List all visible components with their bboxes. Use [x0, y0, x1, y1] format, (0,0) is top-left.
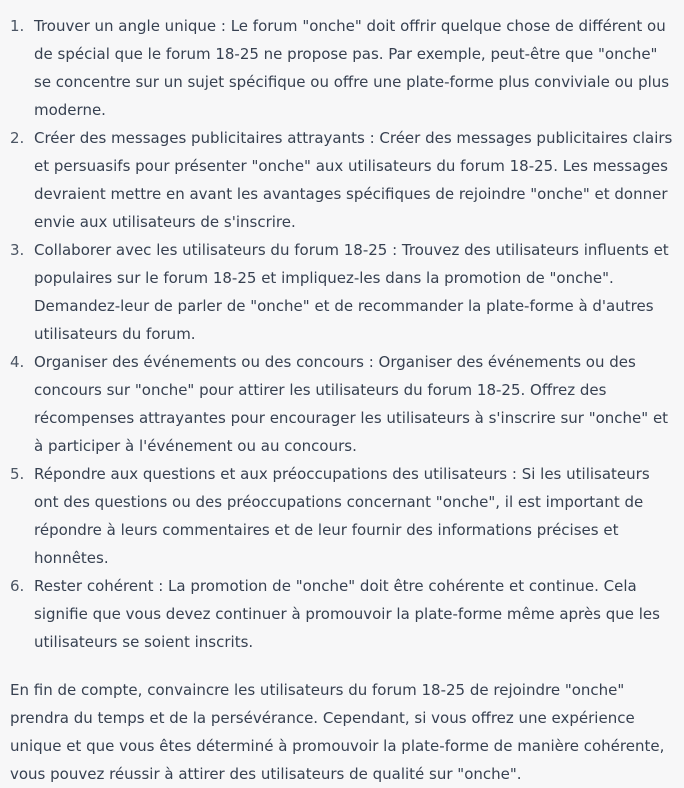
conclusion-paragraph: En fin de compte, convaincre les utilisateurs du forum 18-25 de rejoindre "onche" prendra du temps et de la persévérance. Cependant, si vous offrez une expérience unique et que vous êtes déterminé à promouvoir la plate-forme de manière cohérente, vous pouvez réussir à attirer des utilisateurs de qualité sur "onche". [10, 681, 665, 783]
list-item [10, 348, 674, 460]
list-item [10, 460, 674, 572]
tips-list [10, 12, 674, 656]
list-item-text: Créer des messages publicitaires attrayants : Créer des messages publicitaires clairs et persuasifs pour présenter "onche" aux utilisateurs du forum 18-25. Les messages devraient mettre en avant les avantages spécifiques de rejoindre "onche" et donner envie aux utilisateurs de s'inscrire. [34, 129, 673, 231]
list-item-number: 3. [10, 241, 25, 259]
list-item-number: 6. [10, 577, 25, 595]
list-item-number: 1. [10, 17, 25, 35]
list-item-text: Collaborer avec les utilisateurs du forum 18-25 : Trouvez des utilisateurs influents et populaires sur le forum 18-25 et impliquez-les dans la promotion de "onche". Demandez-leur de parler de "onche" et de recommander la plate-forme à d'autres utilisateurs du forum. [34, 241, 669, 343]
list-item [10, 124, 674, 236]
list-item [10, 572, 674, 656]
list-item-number: 5. [10, 465, 25, 483]
list-item [10, 236, 674, 348]
list-item-text: Trouver un angle unique : Le forum "onche" doit offrir quelque chose de différent ou de spécial que le forum 18-25 ne propose pas. Par exemple, peut-être que "onche" se concentre sur un sujet spécifique ou offre une plate-forme plus conviviale ou plus moderne. [34, 17, 670, 119]
list-item-text: Rester cohérent : La promotion de "onche" doit être cohérente et continue. Cela signifie que vous devez continuer à promouvoir la plate-forme même après que les utilisateurs se soient inscrits. [34, 577, 660, 651]
list-item-number: 2. [10, 129, 25, 147]
list-item-text: Répondre aux questions et aux préoccupations des utilisateurs : Si les utilisateurs ont des questions ou des préoccupations concernant "onche", il est important de répondre à leurs commentaires et de leur fournir des informations précises et honnêtes. [34, 465, 650, 567]
list-item-text: Organiser des événements ou des concours : Organiser des événements ou des concours sur "onche" pour attirer les utilisateurs du forum 18-25. Offrez des récompenses attrayantes pour encourager les utilisateurs à s'inscrire sur "onche" et à participer à l'événement ou au concours. [34, 353, 669, 455]
list-item-number: 4. [10, 353, 25, 371]
list-item [10, 12, 674, 124]
